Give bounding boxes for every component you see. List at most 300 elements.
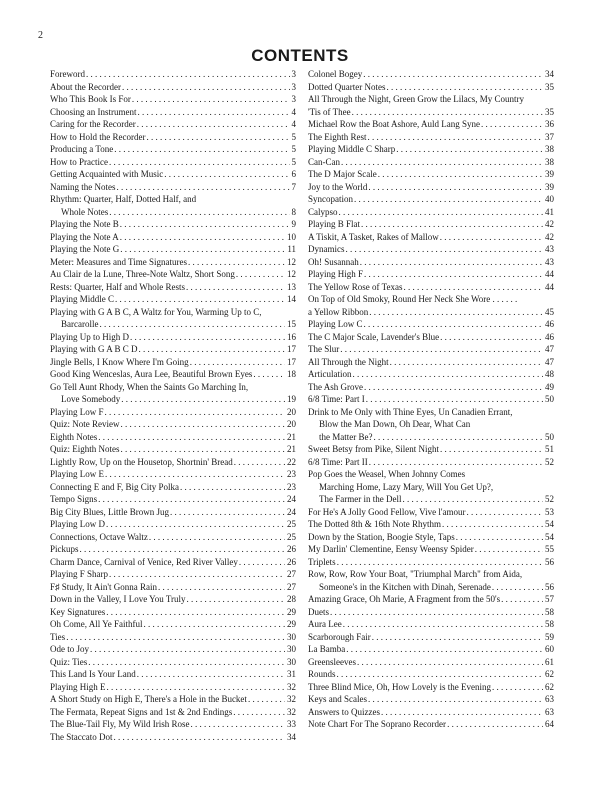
dot-leader bbox=[117, 181, 290, 194]
toc-entry-row bbox=[308, 168, 554, 181]
toc-entry-title: Playing Middle C Sharp bbox=[308, 144, 396, 154]
toc-entry bbox=[308, 693, 554, 706]
toc-entry-page: 49 bbox=[545, 381, 554, 392]
dot-leader bbox=[234, 456, 285, 469]
toc-entry bbox=[308, 193, 554, 206]
toc-entry-row bbox=[308, 143, 554, 156]
toc-entry-title: F♯ Study, It Ain't Gonna Rain bbox=[50, 581, 158, 592]
dot-leader bbox=[492, 681, 543, 694]
dot-leader bbox=[109, 156, 290, 169]
toc-entry-page: 47 bbox=[545, 344, 554, 354]
toc-entry bbox=[50, 456, 296, 469]
dot-leader bbox=[130, 331, 285, 344]
toc-entry bbox=[50, 493, 296, 506]
toc-entry-page: 12 bbox=[287, 269, 296, 279]
toc-entry-page: 42 bbox=[545, 231, 554, 242]
toc-entry-page: 61 bbox=[545, 656, 554, 667]
toc-entry-page: 17 bbox=[287, 356, 296, 367]
dot-leader bbox=[137, 668, 285, 681]
toc-entry-title: A Short Study on High E, There's a Hole in the Bucket bbox=[50, 694, 247, 704]
dot-leader bbox=[366, 393, 543, 406]
toc-entry-page: 4 bbox=[291, 106, 296, 117]
dot-leader bbox=[90, 643, 285, 656]
toc-entry-page: 18 bbox=[287, 369, 296, 379]
toc-entry bbox=[50, 431, 296, 444]
toc-entry-row bbox=[50, 518, 296, 531]
toc-entry-row bbox=[50, 531, 296, 544]
toc-entry bbox=[50, 631, 296, 644]
toc-entry-row bbox=[308, 256, 554, 269]
toc-entry bbox=[50, 156, 296, 169]
toc-entry-page: 25 bbox=[287, 519, 296, 529]
toc-entry-title: About the Recorder bbox=[50, 81, 121, 92]
toc-entry bbox=[50, 556, 296, 569]
toc-entry-title: Aura Lee bbox=[308, 619, 342, 629]
toc-entry-title: Au Clair de la Lune, Three-Note Waltz, Short Song bbox=[50, 269, 235, 279]
toc-entry-row bbox=[308, 618, 554, 631]
toc-entry bbox=[308, 381, 554, 394]
toc-entry-row bbox=[50, 206, 296, 219]
toc-entry-row bbox=[308, 506, 554, 519]
toc-entry bbox=[50, 468, 296, 481]
toc-entry-page: 5 bbox=[291, 144, 296, 154]
dot-leader bbox=[164, 168, 289, 181]
toc-entry-page: 43 bbox=[545, 244, 554, 254]
dot-leader bbox=[114, 143, 289, 156]
toc-entry-title: 6/8 Time: Part II bbox=[308, 456, 368, 467]
toc-entry-page: 35 bbox=[545, 81, 554, 92]
toc-entry-row bbox=[50, 443, 296, 456]
toc-entry-title: Pickups bbox=[50, 544, 79, 554]
toc-entry-row bbox=[50, 168, 296, 181]
toc-entry-page: 23 bbox=[287, 469, 296, 479]
toc-entry bbox=[308, 68, 554, 81]
dot-leader bbox=[352, 106, 543, 119]
toc-entry-title: Down in the Valley, I Love You Truly bbox=[50, 594, 186, 604]
toc-entry-page: 3 bbox=[291, 94, 296, 104]
toc-entry-title: Caring for the Recorder bbox=[50, 119, 136, 129]
toc-entry-title: Foreword bbox=[50, 69, 85, 79]
toc-entry-title: The Fermata, Repeat Signs and 1st & 2nd Endings bbox=[50, 706, 233, 717]
toc-entry-title: Good King Wenceslas, Aura Lee, Beautiful Brown Eyes bbox=[50, 369, 253, 379]
toc-entry-row bbox=[50, 281, 296, 294]
toc-entry bbox=[308, 81, 554, 94]
toc-entry-title-line: Pop Goes the Weasel, When Johnny Comes bbox=[308, 469, 466, 479]
toc-entry-title: Playing High E bbox=[50, 681, 106, 692]
toc-entry-page: 32 bbox=[287, 706, 296, 717]
toc-entry bbox=[308, 618, 554, 631]
toc-entry-title: The Blue-Tail Fly, My Wild Irish Rose bbox=[50, 719, 190, 729]
dot-leader bbox=[191, 718, 286, 731]
toc-entry-page: 11 bbox=[287, 244, 296, 254]
toc-entry bbox=[308, 181, 554, 194]
toc-entry bbox=[50, 268, 296, 281]
toc-entry-title: Playing High F bbox=[308, 269, 364, 279]
toc-entry-page: 3 bbox=[291, 69, 296, 79]
toc-entry bbox=[50, 131, 296, 144]
toc-entry bbox=[308, 331, 554, 344]
toc-entry-row bbox=[50, 581, 296, 594]
toc-entry-title: Quiz: Ties bbox=[50, 656, 88, 667]
toc-entry bbox=[50, 381, 296, 406]
toc-entry-page: 63 bbox=[545, 706, 554, 717]
toc-entry-row bbox=[50, 493, 296, 506]
toc-entry-page: 45 bbox=[545, 306, 554, 317]
dot-leader bbox=[248, 693, 285, 706]
toc-entry-title-line: Rhythm: Quarter, Half, Dotted Half, and bbox=[50, 194, 197, 204]
toc-entry-row bbox=[50, 656, 296, 669]
toc-entry-page: 9 bbox=[291, 219, 296, 229]
toc-entry-title-line: Go Tell Aunt Rhody, When the Saints Go Marching In, bbox=[50, 381, 249, 392]
toc-entry-row bbox=[308, 68, 554, 81]
dot-leader bbox=[373, 431, 543, 444]
toc-entry-row bbox=[308, 593, 554, 606]
toc-entry-page: 55 bbox=[545, 544, 554, 554]
toc-entry bbox=[50, 331, 296, 344]
toc-entry-title: The Ash Grove bbox=[308, 381, 363, 392]
toc-entry-page: 27 bbox=[287, 581, 296, 592]
toc-entry-row bbox=[50, 231, 296, 244]
toc-entry-row bbox=[50, 156, 296, 169]
toc-entry-row bbox=[308, 318, 554, 331]
dot-leader bbox=[357, 656, 543, 669]
toc-entry-page: 29 bbox=[287, 606, 296, 617]
toc-entry bbox=[308, 368, 554, 381]
toc-entry bbox=[50, 543, 296, 556]
toc-entry bbox=[50, 106, 296, 119]
toc-right-column bbox=[308, 68, 554, 731]
dot-leader bbox=[106, 518, 285, 531]
toc-entry bbox=[308, 656, 554, 669]
toc-entry-page: 30 bbox=[287, 644, 296, 654]
toc-entry-title: Playing with G A B C D bbox=[50, 344, 138, 354]
toc-entry-title: Answers to Quizzes bbox=[308, 706, 380, 717]
dot-leader bbox=[186, 281, 285, 294]
toc-entry-row bbox=[308, 306, 554, 319]
toc-entry bbox=[308, 93, 554, 118]
toc-entry-page: 20 bbox=[287, 419, 296, 429]
dot-leader bbox=[340, 343, 543, 356]
dot-leader bbox=[158, 581, 285, 594]
toc-entry-title: La Bamba bbox=[308, 644, 346, 654]
toc-entry bbox=[50, 356, 296, 369]
toc-entry-title: Down by the Station, Boogie Style, Taps bbox=[308, 531, 455, 542]
dot-leader bbox=[121, 443, 286, 456]
toc-entry-page: 26 bbox=[287, 556, 296, 567]
toc-entry-row bbox=[308, 218, 554, 231]
toc-entry-page: 42 bbox=[545, 219, 554, 229]
toc-entry-row bbox=[308, 268, 554, 281]
toc-entry-page: 22 bbox=[287, 456, 296, 467]
toc-entry-page: 41 bbox=[545, 206, 554, 217]
toc-entry-title: Playing the Note B bbox=[50, 219, 119, 229]
toc-entry-title: Whole Notes bbox=[61, 206, 109, 217]
toc-entry bbox=[308, 168, 554, 181]
dot-leader bbox=[447, 718, 543, 731]
toc-entry-title-line: Row, Row, Row Your Boat, "Triumphal March" from Aida, bbox=[308, 569, 523, 579]
toc-entry-title: Sweet Betsy from Pike, Silent Night bbox=[308, 444, 439, 454]
toc-entry-row bbox=[308, 643, 554, 656]
toc-entry bbox=[50, 93, 296, 106]
toc-entry-row bbox=[50, 393, 296, 406]
toc-entry-title: Articulation bbox=[308, 369, 352, 379]
toc-entry-title: Triplets bbox=[308, 556, 336, 567]
toc-entry-title: the Matter Be? bbox=[319, 431, 373, 442]
toc-entry bbox=[308, 668, 554, 681]
toc-entry-page: 46 bbox=[545, 319, 554, 329]
dot-leader bbox=[364, 318, 543, 331]
toc-entry-row bbox=[308, 231, 554, 244]
toc-entry bbox=[308, 118, 554, 131]
toc-entry-row bbox=[50, 431, 296, 444]
toc-entry bbox=[308, 718, 554, 731]
dot-leader bbox=[190, 356, 285, 369]
dot-leader bbox=[481, 118, 543, 131]
dot-leader bbox=[368, 181, 543, 194]
toc-entry bbox=[50, 693, 296, 706]
toc-entry-title: 'Tis of Thee bbox=[308, 106, 351, 117]
dot-leader bbox=[253, 368, 285, 381]
toc-entry-title: Barcarolle bbox=[61, 319, 99, 329]
dot-leader bbox=[341, 156, 543, 169]
toc-entry-page: 39 bbox=[545, 181, 554, 192]
toc-entry-page: 4 bbox=[291, 119, 296, 129]
toc-entry-title: Playing Low C bbox=[308, 319, 363, 329]
toc-entry-page: 53 bbox=[545, 506, 554, 517]
toc-entry-row bbox=[50, 468, 296, 481]
toc-entry-title: Can-Can bbox=[308, 156, 340, 167]
toc-entry-page: 48 bbox=[545, 369, 554, 379]
toc-entry-title: Michael Row the Boat Ashore, Auld Lang Syne bbox=[308, 119, 480, 129]
toc-entry bbox=[308, 318, 554, 331]
dot-leader bbox=[233, 706, 285, 719]
toc-entry-page: 30 bbox=[287, 656, 296, 667]
toc-entry-title: Playing F Sharp bbox=[50, 569, 109, 579]
toc-entry bbox=[308, 443, 554, 456]
toc-entry-page: 21 bbox=[287, 431, 296, 442]
toc-entry bbox=[308, 643, 554, 656]
toc-entry-row bbox=[50, 481, 296, 494]
toc-entry-row bbox=[308, 493, 554, 506]
toc-entry bbox=[50, 706, 296, 719]
toc-entry-page: 46 bbox=[545, 331, 554, 342]
dot-leader bbox=[343, 618, 543, 631]
dot-leader bbox=[381, 706, 543, 719]
toc-entry-title: Quiz: Eighth Notes bbox=[50, 444, 120, 454]
toc-entry bbox=[50, 368, 296, 381]
dot-leader bbox=[337, 668, 543, 681]
toc-entry-title: This Land Is Your Land bbox=[50, 669, 136, 679]
toc-entry-page: 47 bbox=[545, 356, 554, 367]
toc-entry-page: 30 bbox=[287, 631, 296, 642]
dot-leader bbox=[364, 381, 543, 394]
dot-leader bbox=[98, 493, 285, 506]
toc-entry bbox=[308, 243, 554, 256]
toc-entry-page: 6 bbox=[291, 169, 296, 179]
toc-entry bbox=[50, 568, 296, 581]
toc-entry-row bbox=[308, 131, 554, 144]
dot-leader bbox=[99, 318, 285, 331]
toc-entry-title: Note Chart For The Soprano Recorder bbox=[308, 719, 447, 729]
dot-leader bbox=[144, 618, 285, 631]
dot-leader bbox=[187, 593, 285, 606]
toc-entry-page: 24 bbox=[287, 494, 296, 504]
dot-leader bbox=[149, 531, 285, 544]
toc-entry-row bbox=[50, 593, 296, 606]
toc-entry-row bbox=[308, 656, 554, 669]
toc-entry-row bbox=[308, 431, 554, 444]
toc-entry bbox=[50, 481, 296, 494]
toc-entry-page: 12 bbox=[287, 256, 296, 267]
toc-entry-title: Tempo Signs bbox=[50, 494, 98, 504]
toc-entry-page: 38 bbox=[545, 144, 554, 154]
toc-entry-title: A Tiskit, A Tasket, Rakes of Mallow bbox=[308, 231, 439, 242]
toc-entry bbox=[308, 281, 554, 294]
toc-entry-title-line: Marching Home, Lazy Mary, Will You Get Up?, bbox=[319, 481, 494, 492]
toc-entry-row bbox=[50, 181, 296, 194]
toc-entry-page: 21 bbox=[287, 444, 296, 454]
toc-entry-title-line: All Through the Night, Green Grow the Lilacs, My Country bbox=[308, 94, 525, 104]
toc-entry-page: 40 bbox=[545, 194, 554, 204]
dot-leader bbox=[188, 256, 285, 269]
toc-entry-page: 34 bbox=[545, 69, 554, 79]
toc-entry-title: The C Major Scale, Lavender's Blue bbox=[308, 331, 440, 342]
toc-entry-title: Rounds bbox=[308, 669, 336, 679]
toc-entry-title: The Staccato Dot bbox=[50, 731, 113, 742]
dot-leader bbox=[180, 481, 285, 494]
toc-entry-page: 20 bbox=[287, 406, 296, 417]
toc-entry bbox=[308, 606, 554, 619]
toc-entry-row bbox=[50, 706, 296, 719]
toc-entry-title: Syncopation bbox=[308, 194, 353, 204]
dot-leader bbox=[86, 68, 290, 81]
toc-entry bbox=[50, 193, 296, 218]
toc-entry bbox=[50, 531, 296, 544]
toc-entry bbox=[308, 543, 554, 556]
dot-leader bbox=[107, 681, 286, 694]
dot-leader bbox=[120, 231, 285, 244]
toc-entry-page: 57 bbox=[545, 594, 554, 604]
toc-entry-row bbox=[308, 281, 554, 294]
toc-entry-row bbox=[308, 581, 554, 594]
toc-entry-title: The Dotted 8th & 16th Note Rhythm bbox=[308, 519, 441, 529]
toc-entry-page: 3 bbox=[291, 81, 296, 92]
toc-entry bbox=[308, 556, 554, 569]
toc-entry-title: Calypso bbox=[308, 206, 338, 217]
dot-leader bbox=[113, 731, 285, 744]
toc-entry-title: Oh! Susannah bbox=[308, 256, 359, 267]
toc-entry-page: 34 bbox=[287, 731, 296, 742]
toc-entry bbox=[308, 518, 554, 531]
toc-entry-row bbox=[50, 93, 296, 106]
toc-entry-title: The Slur bbox=[308, 344, 340, 354]
toc-entry-page: 58 bbox=[545, 619, 554, 629]
toc-entry-page: 50 bbox=[545, 431, 554, 442]
dot-leader bbox=[106, 606, 285, 619]
toc-entry-title: Ode to Joy bbox=[50, 644, 89, 654]
toc-entry bbox=[308, 393, 554, 406]
toc-entry-page: 60 bbox=[545, 644, 554, 654]
toc-entry-row bbox=[50, 256, 296, 269]
toc-entry-title: Lightly Row, Up on the Housetop, Shortnin' Bread bbox=[50, 456, 233, 467]
dot-leader bbox=[80, 543, 285, 556]
toc-entry-page: 35 bbox=[545, 106, 554, 117]
toc-entry-page: 33 bbox=[287, 719, 296, 729]
dot-leader bbox=[364, 268, 543, 281]
toc-entry-row bbox=[308, 718, 554, 731]
dot-leader bbox=[170, 506, 285, 519]
dot-leader bbox=[369, 456, 543, 469]
dot-leader bbox=[402, 493, 543, 506]
toc-entry-page: 32 bbox=[287, 694, 296, 704]
dot-leader bbox=[501, 593, 543, 606]
toc-entry-row bbox=[50, 631, 296, 644]
dot-leader bbox=[109, 568, 285, 581]
dot-leader bbox=[363, 68, 543, 81]
toc-entry-row bbox=[308, 531, 554, 544]
toc-entry-row bbox=[50, 406, 296, 419]
toc-entry bbox=[50, 256, 296, 269]
toc-entry-row bbox=[50, 268, 296, 281]
dot-leader bbox=[442, 518, 543, 531]
toc-entry-title: How to Practice bbox=[50, 156, 108, 167]
toc-entry-title: How to Hold the Recorder bbox=[50, 131, 146, 142]
toc-entry bbox=[308, 593, 554, 606]
toc-entry-row bbox=[50, 218, 296, 231]
toc-entry-page: 59 bbox=[545, 631, 554, 642]
dot-leader bbox=[346, 643, 543, 656]
toc-entry-title: Producing a Tone bbox=[50, 144, 114, 154]
toc-entry-page: 62 bbox=[545, 669, 554, 679]
toc-entry-title: Meter: Measures and Time Signatures bbox=[50, 256, 187, 267]
toc-entry-row bbox=[50, 331, 296, 344]
toc-entry-title: Colonel Bogey bbox=[308, 69, 363, 79]
toc-entry-page: 36 bbox=[545, 119, 554, 129]
toc-entry-title-line: Drink to Me Only with Thine Eyes, Un Canadien Errant, bbox=[308, 406, 513, 417]
toc-entry bbox=[308, 268, 554, 281]
toc-entry-row bbox=[50, 318, 296, 331]
toc-entry-title: Dynamics bbox=[308, 244, 345, 254]
toc-entry-page: 44 bbox=[545, 269, 554, 279]
toc-entry-title: Naming the Notes bbox=[50, 181, 116, 192]
toc-entry-title: The Yellow Rose of Texas bbox=[308, 281, 403, 292]
toc-entry bbox=[50, 168, 296, 181]
toc-entry-title: Who This Book Is For bbox=[50, 94, 131, 104]
toc-entry-row bbox=[308, 193, 554, 206]
dot-leader bbox=[337, 556, 543, 569]
toc-entry-page: 28 bbox=[287, 594, 296, 604]
toc-entry bbox=[50, 181, 296, 194]
toc-entry bbox=[308, 143, 554, 156]
toc-entry-title: All Through the Night bbox=[308, 356, 389, 367]
toc-entry-page: 39 bbox=[545, 169, 554, 179]
toc-entry-title: My Darlin' Clementine, Eensy Weensy Spider bbox=[308, 544, 474, 554]
toc-entry bbox=[50, 343, 296, 356]
toc-entry-title: Scarborough Fair bbox=[308, 631, 371, 642]
toc-entry-row bbox=[50, 543, 296, 556]
dot-leader bbox=[115, 293, 285, 306]
dot-leader bbox=[146, 131, 289, 144]
toc-entry-row bbox=[308, 156, 554, 169]
toc-entry bbox=[308, 256, 554, 269]
toc-entry bbox=[308, 568, 554, 593]
toc-entry-row bbox=[50, 368, 296, 381]
dot-leader bbox=[120, 243, 285, 256]
toc-entry-title: Amazing Grace, Oh Marie, A Fragment from the 50's bbox=[308, 594, 501, 604]
toc-entry bbox=[308, 456, 554, 469]
toc-entry-row bbox=[308, 393, 554, 406]
dot-leader bbox=[492, 581, 543, 594]
